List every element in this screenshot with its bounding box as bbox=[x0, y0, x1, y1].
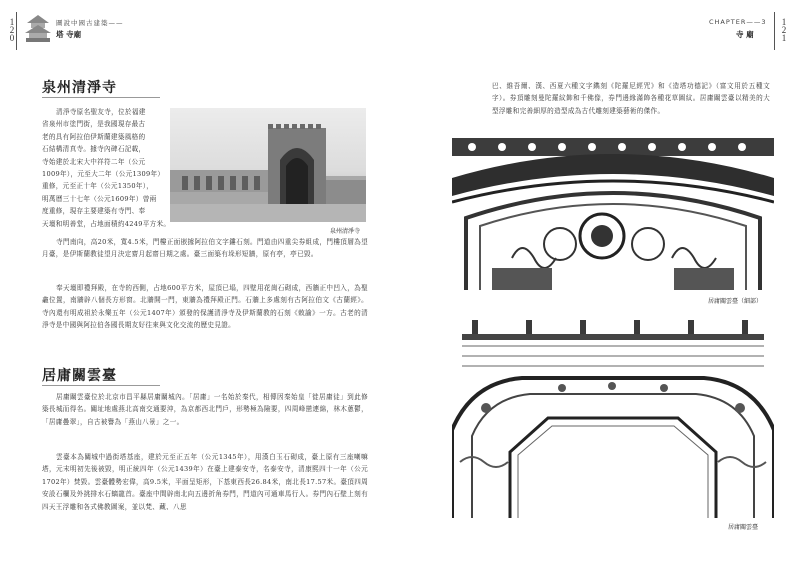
mosque-gate-illustration bbox=[170, 108, 366, 222]
header-rule-right bbox=[774, 12, 775, 50]
quanzhou-paragraph-3: 奉天壇即禮拜殿，在寺的西側，占地600平方米，屋頂已塌，四壁用花崗石砌成，西牆正中凹入，為聖龕位置，南牆辟八個長方形窗。北牆開一門，東牆為禮拜殿正門。石牆上多處刻有古阿拉伯文《古蘭經》。寺內還有明成祖於永樂五年（公元1407年）頒發的保護清淨寺及伊斯蘭教的石刻《敕諭》一方。古老的清淨寺是中國與阿拉伯各國長期友好往來與文化交流的歷史見證。 bbox=[42, 284, 368, 330]
right-page-number bbox=[779, 18, 789, 42]
figure2-caption: 居庸關雲臺 bbox=[728, 524, 759, 531]
chapter-label: CHAPTER——3 bbox=[709, 18, 767, 26]
cloud-platform-drawing bbox=[452, 312, 774, 518]
right-intro-paragraph: 巴、維吾爾、漢、西夏六種文字鐫刻《陀羅尼經咒》和《造塔功德記》（富文用於五種文字）。券頂雕刻曼陀羅紋飾和千佛像，券門邊緣滿飾各種花草圖紋。居庸關雲臺以精美的大型浮雕和完善細厚的造型成為古代雕刻建築藝術的傑作。 bbox=[492, 82, 770, 115]
section-title-quanzhou: 泉州清淨寺 bbox=[42, 80, 117, 96]
series-title: 圖說中國古建築—— bbox=[56, 19, 124, 27]
quanzhou-paragraph-1 bbox=[42, 106, 171, 230]
text-line: 1009年），元至大二年（公元1309年） bbox=[42, 170, 165, 179]
juyongguan-paragraph-2: 雲臺本為關城中過街塔基座，建於元至正五年（公元1345年），用漢白玉石砌成，臺上原有三座喇嘛塔，元末明初先後被毀，明正統四年（公元1439年）在臺上建泰安寺，名泰安寺，清康熙四十一年（公元1702年）焚毀。雲臺體勢宏偉，高9.5米，平面呈矩形，下基東西長26.84米，南北長17.57米。臺頂四周安設石欄及外挑排水石螭龍首。臺座中間辟南北向五邊折角券門，門道內可通車馬行人。券門內石壁上刻有四天王浮雕和各式佛教圖案，並以梵、藏、八思 bbox=[42, 453, 368, 511]
text-line: 老的具有阿拉伯伊斯蘭建築風格的 bbox=[42, 132, 146, 141]
relief-detail-figure bbox=[452, 138, 774, 290]
text-line: 省泉州市塗門街，是我國現存最古 bbox=[42, 120, 146, 129]
figure1-caption: 居庸關雲臺（細部） bbox=[708, 298, 763, 305]
volume-title: 塔 寺廟 bbox=[56, 30, 82, 39]
header-rule-left bbox=[16, 12, 17, 50]
text-line: 重修，元至正十年（公元1350年）， bbox=[42, 182, 154, 191]
right-page-digit: 1 bbox=[781, 17, 787, 27]
text-line: 天壇和明善堂，占地面積約4249平方米。 bbox=[42, 219, 171, 228]
text-line: 寺始建於北宋大中祥符二年（公元 bbox=[42, 157, 146, 166]
chapter-name: 寺 廟 bbox=[736, 30, 754, 39]
right-page-digit: 1 bbox=[781, 33, 787, 43]
section-underline bbox=[42, 97, 160, 98]
mosque-photo bbox=[170, 108, 366, 222]
section-title-juyongguan: 居庸關雲臺 bbox=[42, 368, 117, 384]
pagoda-logo-icon bbox=[24, 14, 52, 44]
left-page-digit: 2 bbox=[9, 25, 15, 35]
cloud-platform-figure bbox=[452, 312, 774, 518]
mosque-photo-caption: 泉州清淨寺 bbox=[330, 228, 361, 235]
text-line: 明萬曆三十七年（公元1609年）曾兩 bbox=[42, 194, 157, 203]
section-underline bbox=[42, 385, 160, 386]
quanzhou-paragraph-2: 寺門南向，高20米，寬4.5米，門樓正面嵌據阿拉伯文字鏤石刻。門道由四重尖券組成，門樓頂層為望月臺，是伊斯蘭教徒望月決定齋月起齋日期之處。臺三面築有垛形短牆，原有亭，亭已毀。 bbox=[42, 238, 368, 259]
text-line: 度重修，現存主要建築有寺門、奉 bbox=[42, 207, 146, 216]
text-line: 清淨寺原名聖友寺，位於福建 bbox=[56, 108, 146, 116]
right-page-digit: 2 bbox=[781, 25, 787, 35]
left-page-digit: 0 bbox=[9, 33, 15, 43]
text-line: 石結構清真寺。據寺內碑石記載， bbox=[42, 145, 146, 154]
juyongguan-paragraph-1: 居庸關雲臺位於北京市昌平縣居庸關城內。「居庸」一名始於秦代，相傳因秦始皇「徙居庸徒」到此修築長城而得名。關址地處燕北高南交通要沖，為京都西北門戶，形勢極為險要，四周峰巒連綿，林木蔥鬱，「居庸疊翠」，自古被譽為「燕山八景」之一。 bbox=[42, 393, 368, 426]
relief-detail-drawing bbox=[452, 138, 774, 290]
left-page-digit: 1 bbox=[9, 17, 15, 27]
